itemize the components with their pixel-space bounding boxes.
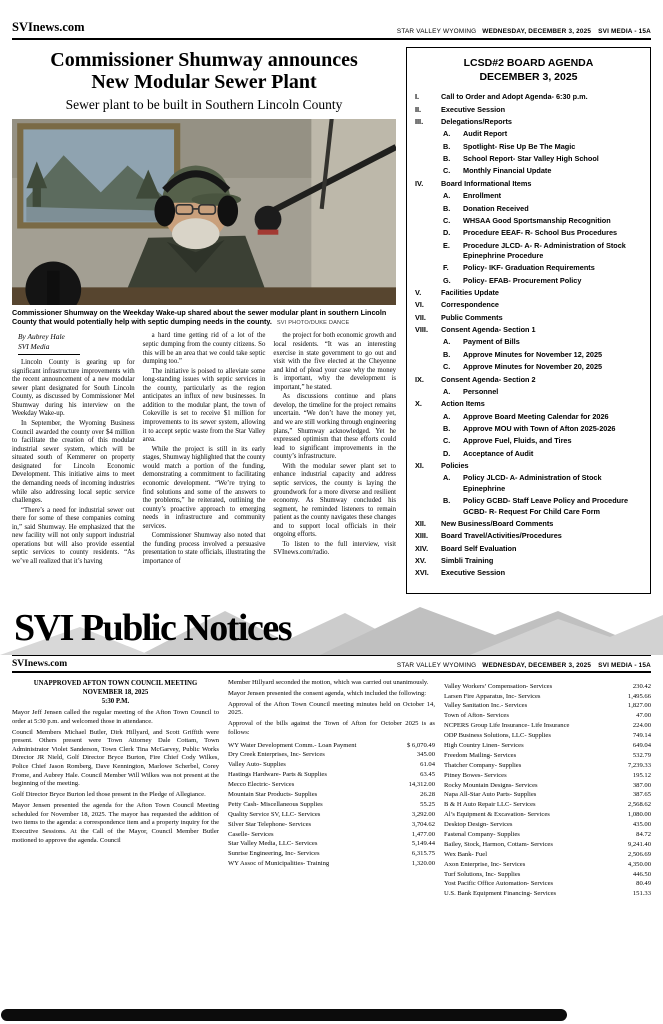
agenda-item-text: Payment of Bills <box>463 337 520 347</box>
agenda-item-label: A. <box>443 129 451 139</box>
masthead-dateline <box>397 28 651 35</box>
agenda-item <box>415 288 642 298</box>
agenda-item-label: A. <box>443 191 451 201</box>
public-notices-title: SVI Public Notices <box>14 606 291 649</box>
agenda-item-text: School Report- Star Valley High School <box>463 154 599 164</box>
bill-payee: B & H Auto Repair LLC- Services <box>444 801 536 809</box>
bill-row <box>228 790 435 800</box>
notice-paragraph: Approval of the Afton Town Council meeting minutes held on October 14, 2025. <box>228 700 435 717</box>
bill-row <box>444 879 651 889</box>
bill-amount: 387.00 <box>632 781 651 789</box>
bill-row <box>444 711 651 721</box>
article-column-3 <box>273 332 396 567</box>
bill-row <box>444 682 651 692</box>
bill-amount: 649.04 <box>632 742 651 749</box>
agenda-item-label: A. <box>443 473 451 483</box>
agenda-item <box>415 436 642 446</box>
bills-list-2 <box>444 682 651 900</box>
notices-section <box>0 673 663 900</box>
article-paragraph: a hard time getting rid of a lot of the septic dumping from the county citizens. So this will be an area that we could take septic dumping too.” <box>142 332 266 366</box>
agenda-item-label: D. <box>443 448 451 458</box>
bill-amount: $ 6,070.49 <box>406 741 435 749</box>
agenda-item-text: Executive Session <box>441 104 506 114</box>
bill-row <box>228 839 435 849</box>
agenda-item <box>415 204 642 214</box>
bill-row <box>228 820 435 830</box>
bill-payee: Wex Bank- Fuel <box>444 850 488 858</box>
agenda-item-text: Policy- IKF- Graduation Requirements <box>463 263 595 273</box>
bill-payee: Thatcher Company- Supplies <box>444 761 522 769</box>
agenda-item-label: I. <box>415 92 420 102</box>
notice-paragraph: Mayor Jeff Jensen called the regular meeting of the Afton Town Council to order at 5:30 p.m. and welcomed those in attendance. <box>12 709 219 725</box>
notice-column-3 <box>444 679 651 900</box>
bill-amount: 7,239.33 <box>627 761 651 769</box>
notice-heading-line: 5:30 P.M. <box>101 698 130 705</box>
article-paragraph: In September, the Wyoming Business Council awarded the county over $4 million to facilitate the creation of this modular industrial sewer system, which will be situated south of Kemmerer on property designated for Lincoln Economic Development. This initiative aims to meet the demanding needs of incoming industries while also addressing local septic service challenges. <box>12 420 135 505</box>
bill-row <box>444 790 651 800</box>
headline-line-1: Commissioner Shumway announces <box>50 49 358 71</box>
article-paragraph: The initiative is poised to alleviate some long-standing issues with septic services in the county, particularly as the region anticipates an influx of new businesses. In addition to the modular plant, the town of Cokeville is set to receive $1 million for improvements to its sewer system, allowing it to accept septic waste from the Star Valley area. <box>142 367 266 444</box>
notice-heading <box>12 679 219 707</box>
bill-row <box>444 761 651 771</box>
notice-paragraph: Council Members Michael Butler, Dirk Hillyard, and Scott Griffith were present. Others present were Town Attorney Dale Cottam, Town Administrator Violet Sanderson, Town Clerk Tina McGarvey, Public Works Director JR Nield, Golf Director Bryce Burton, Fire Chief Cody Wilkes, Police Chief Jason Romberg, Dave Kennington, Marlowe Scherbel, Corey Frome, and Aubrey Hale. Council Member Will Wilkes was not present at the beginning of the meeting. <box>12 728 219 788</box>
bill-amount: 3,704.62 <box>411 820 435 828</box>
agenda-item-label: A. <box>443 337 451 347</box>
agenda-item-label: X. <box>415 399 422 409</box>
bill-row <box>444 741 651 751</box>
bill-payee: Desktop Design- Services <box>444 821 513 829</box>
bill-payee: Valley Auto- Supplies <box>228 761 286 769</box>
article-headline <box>12 49 396 94</box>
bill-amount: 63.45 <box>420 771 435 779</box>
agenda-item-text: Correspondence <box>441 300 499 310</box>
article-paragraph: Lincoln County is gearing up for significant infrastructure improvements with the recent announcement of a new modular sewer plant designated for South Lincoln County, as discussed by Commissioner Mel Shumway during his interview on the Weekday Wake-up. <box>12 359 135 418</box>
agenda-item-text: Donation Received <box>463 203 529 213</box>
agenda-item <box>415 241 642 262</box>
bill-row <box>444 800 651 810</box>
agenda-item-label: C. <box>443 362 451 372</box>
masthead-date-2: WEDNESDAY, DECEMBER 3, 2025 <box>482 661 592 669</box>
bill-amount: 387.65 <box>632 791 651 799</box>
masthead-top <box>12 0 651 40</box>
agenda-item-label: B. <box>443 423 451 433</box>
masthead-edition: SVI MEDIA - 15A <box>598 28 651 35</box>
bill-payee: NCPERS Group Life Insurance- Life Insurance <box>444 722 570 730</box>
bill-amount: 1,495.66 <box>627 692 651 700</box>
article-paragraph: the project for both economic growth and local residents. “It was an interesting exercise in state government to go out and visit with the five elected at the Cheyenne and kind of plead your case why the money is important, why the development is important,” he stated. <box>273 332 397 391</box>
bill-amount: 26.28 <box>420 790 435 798</box>
agenda-item <box>415 154 642 164</box>
agenda-item-text: Monthly Financial Update <box>463 166 552 176</box>
agenda-item-text: Board Travel/Activities/Procedures <box>441 531 562 541</box>
byline <box>12 332 135 351</box>
masthead-location-2: STAR VALLEY WYOMING <box>396 661 477 669</box>
bill-row <box>228 741 435 751</box>
agenda-item <box>415 191 642 201</box>
agenda-item-text: Personnel <box>463 386 499 396</box>
bill-row <box>228 780 435 790</box>
bill-payee: Quality Service SV, LLC- Services <box>228 810 321 818</box>
agenda-item <box>415 350 642 360</box>
bill-payee: Caselle- Services <box>228 830 274 838</box>
article-body <box>12 332 396 567</box>
bill-row <box>228 760 435 770</box>
bill-row <box>444 810 651 820</box>
photo-caption <box>12 308 396 328</box>
bill-amount: 749.14 <box>632 732 651 740</box>
agenda-item <box>415 387 642 397</box>
photo-caption-text: Commissioner Shumway on the Weekday Wake-up shared about the sewer modular plant in southern Lincoln County that would potentially help with septic dumping needs in the county. <box>12 307 387 327</box>
bill-payee: Al’s Equipment & Excavation- Services <box>444 811 550 819</box>
agenda-item <box>415 519 642 529</box>
agenda-item-text: Facilities Update <box>441 288 499 298</box>
article <box>12 47 396 568</box>
notice-heading-line: UNAPPROVED AFTON TOWN COUNCIL MEETING <box>33 679 198 687</box>
agenda-item <box>415 117 642 127</box>
masthead-dateline-2 <box>397 662 651 669</box>
agenda-item <box>415 496 642 517</box>
agenda-item-label: B. <box>443 349 451 359</box>
bill-amount: 3,292.00 <box>411 810 435 818</box>
agenda-item-label: B. <box>443 154 451 164</box>
agenda-item-label: II. <box>415 104 422 114</box>
bill-amount: 532.79 <box>632 751 651 759</box>
agenda-item-text: Approve Minutes for November 12, 2025 <box>463 349 603 359</box>
horizontal-scrollbar-thumb[interactable] <box>1 1009 567 1021</box>
notice-column-1-text <box>12 709 219 845</box>
bill-payee: Turf Solutions, Inc- Supplies <box>444 870 521 878</box>
agenda-item-text: Call to Order and Adopt Agenda- 6:30 p.m. <box>441 92 588 102</box>
article-paragraph: “There’s a need for industrial sewer out there for some of these companies coming in,” said Shumway. He emphasized that the new facility will not only support industrial operations but will also provide essential septic services to county residents. “As we’ve all realized that it’s having <box>12 506 135 565</box>
agenda-item-label: F. <box>443 263 449 273</box>
radio-studio-photo-illustration <box>12 119 396 305</box>
agenda-item-text: Simbli Training <box>441 555 494 565</box>
bill-amount: 80.49 <box>636 880 651 888</box>
agenda-item-label: VII. <box>415 312 426 322</box>
agenda-item-label: B. <box>443 496 451 506</box>
bill-payee: Fastenal Company- Supplies <box>444 831 520 839</box>
bill-row <box>444 781 651 791</box>
board-agenda-box <box>406 47 651 594</box>
agenda-item-text: Policy- EFAB- Procurement Policy <box>463 275 582 285</box>
agenda-item-label: IX. <box>415 374 424 384</box>
bill-row <box>228 800 435 810</box>
bill-amount: 47.00 <box>636 712 651 720</box>
bill-row <box>444 721 651 731</box>
agenda-item <box>415 473 642 494</box>
agenda-item-text: Procedure JLCD- A- R- Administration of Stock Epinephrine Procedure <box>463 240 626 260</box>
agenda-item <box>415 325 642 335</box>
notice-column-1 <box>12 679 219 900</box>
bill-amount: 1,080.00 <box>627 811 651 819</box>
bill-row <box>444 771 651 781</box>
bill-payee: Mountain Star Products- Supplies <box>228 790 318 798</box>
article-column-1-text <box>12 359 135 567</box>
agenda-item-label: V. <box>415 288 422 298</box>
agenda-item <box>415 216 642 226</box>
agenda-item <box>415 568 642 578</box>
bill-payee: Star Valley Media, LLC- Services <box>228 840 318 848</box>
bill-row <box>444 850 651 860</box>
agenda-item-label: XV. <box>415 555 427 565</box>
agenda-item-label: XII. <box>415 518 426 528</box>
bill-row <box>444 840 651 850</box>
agenda-title-line-1: LCSD#2 BOARD AGENDA <box>463 57 594 69</box>
bill-amount: 224.00 <box>632 722 651 730</box>
article-photo <box>12 119 396 305</box>
main-content <box>0 40 663 594</box>
bill-row <box>228 770 435 780</box>
bill-payee: Hastings Hardware- Parts & Supplies <box>228 771 327 779</box>
bill-row <box>444 870 651 880</box>
bill-amount: 2,568.62 <box>627 801 651 809</box>
article-paragraph: As discussions continue and plans develop, the timeline for the project remains uncertain. “We don’t have the money yet, and we are still working through engineering plans,” Shumway acknowledged. Yet he expressed optimism that these efforts could lead to significant improvements in the county’s infrastructure. <box>273 393 397 461</box>
agenda-item-label: B. <box>443 141 451 151</box>
public-notices-banner <box>0 601 663 655</box>
bill-row <box>228 849 435 859</box>
bill-amount: 55.25 <box>420 800 435 808</box>
agenda-item <box>415 179 642 189</box>
bill-amount: 84.72 <box>636 831 651 839</box>
bill-payee: Pitney Bowes- Services <box>444 771 507 779</box>
agenda-item <box>415 300 642 310</box>
bill-amount: 1,827.00 <box>627 702 651 710</box>
agenda-item <box>415 337 642 347</box>
bill-payee: Rocky Mountain Designs- Services <box>444 781 538 789</box>
agenda-item <box>415 129 642 139</box>
bill-payee: Dry Creek Enterprises, Inc- Services <box>228 751 325 759</box>
agenda-item-text: Acceptance of Audit <box>463 448 534 458</box>
agenda-item-text: Audit Report <box>463 129 508 139</box>
bill-row <box>444 701 651 711</box>
bill-payee: Silver Star Telephone- Services <box>228 820 312 828</box>
bill-payee: Axon Enterprise, Inc- Services <box>444 860 526 868</box>
bill-row <box>228 750 435 760</box>
bill-amount: 4,350.00 <box>627 860 651 868</box>
bill-payee: Mecco Electric- Services <box>228 781 295 789</box>
agenda-item-label: A. <box>443 386 451 396</box>
photo-credit: SVI PHOTO/DUKE DANCE <box>276 320 350 327</box>
bill-amount: 61.04 <box>420 761 435 769</box>
bill-row <box>444 860 651 870</box>
bill-payee: Town of Afton- Services <box>444 712 509 720</box>
agenda-item-label: G. <box>443 275 451 285</box>
bill-row <box>228 810 435 820</box>
agenda-item-label: VI. <box>415 300 424 310</box>
agenda-list <box>415 92 642 578</box>
agenda-item <box>415 556 642 566</box>
agenda-item-label: B. <box>443 203 451 213</box>
article-subhead: Sewer plant to be built in Southern Lincoln County <box>65 96 343 112</box>
agenda-item-label: XIV. <box>415 543 429 553</box>
bill-row <box>444 830 651 840</box>
agenda-item <box>415 531 642 541</box>
agenda-item <box>415 263 642 273</box>
agenda-item-text: Procedure EEAF- R- School Bus Procedures <box>463 228 618 238</box>
agenda-item-text: Approve Fuel, Fluids, and Tires <box>463 436 572 446</box>
bill-row <box>444 731 651 741</box>
agenda-item-text: Action Items <box>441 399 485 409</box>
agenda-item <box>415 105 642 115</box>
site-name: SVInews.com <box>12 20 85 34</box>
agenda-item-label: VIII. <box>415 325 428 335</box>
masthead-date: WEDNESDAY, DECEMBER 3, 2025 <box>482 28 592 35</box>
agenda-item-text: WHSAA Good Sportsmanship Recognition <box>463 215 611 225</box>
agenda-item-text: Policies <box>441 461 469 471</box>
bill-amount: 6,315.75 <box>411 850 435 858</box>
agenda-item-text: Approve Board Meeting Calendar for 2026 <box>463 411 609 421</box>
byline-rule <box>18 354 80 355</box>
agenda-item-label: A. <box>443 411 451 421</box>
bill-amount: 2,506.69 <box>627 850 651 858</box>
agenda-item-text: Consent Agenda- Section 1 <box>441 325 536 335</box>
bill-payee: Sunrise Engineering, Inc- Services <box>228 850 320 858</box>
masthead-edition-2: SVI MEDIA - 15A <box>598 661 651 669</box>
agenda-item <box>415 544 642 554</box>
notice-column-2-text <box>228 679 435 738</box>
agenda-item-text: New Business/Board Comments <box>441 518 554 528</box>
agenda-item-label: XVI. <box>415 568 429 578</box>
agenda-item-label: XIII. <box>415 531 428 541</box>
bill-amount: 195.12 <box>632 771 651 779</box>
notice-column-2 <box>228 679 435 900</box>
agenda-item-text: Board Self Evaluation <box>441 543 517 553</box>
agenda-item-label: C. <box>443 436 451 446</box>
bill-row <box>444 820 651 830</box>
bill-row <box>444 751 651 761</box>
agenda-title <box>415 57 642 84</box>
bill-payee: Bailey, Stock, Harmon, Cottam- Services <box>444 840 553 848</box>
agenda-item-label: C. <box>443 166 451 176</box>
agenda-item <box>415 375 642 385</box>
article-paragraph: To listen to the full interview, visit SVInews.com/radio. <box>273 540 397 557</box>
agenda-item-text: Policy GCBD- Staff Leave Policy and Procedure GCBD- R- Request For Child Care Form <box>463 496 629 516</box>
byline-org: SVI Media <box>18 341 50 351</box>
agenda-item-text: Approve MOU with Town of Afton 2025-2026 <box>463 423 616 433</box>
article-paragraph: Commissioner Shumway also noted that the funding process involved a persuasive presentation to state officials, illustrating the importance of <box>142 532 266 566</box>
agenda-item <box>415 313 642 323</box>
agenda-item-label: E. <box>443 240 450 250</box>
notice-paragraph: Mayor Jensen presented the consent agenda, which included the following: <box>228 689 427 697</box>
bill-amount: 9,241.40 <box>627 840 651 848</box>
agenda-item <box>415 461 642 471</box>
bills-list-1 <box>228 741 435 870</box>
bill-row <box>444 692 651 702</box>
bill-amount: 446.50 <box>632 870 651 878</box>
masthead-location: STAR VALLEY WYOMING <box>396 28 477 35</box>
article-paragraph: With the modular sewer plant set to enhance industrial capacity and address septic services, the county is laying the groundwork for a more diverse and resilient economy. As Shumway concluded his segment, he reminded listeners to remain patient as the county navigates these changes and to support local officials in their ongoing efforts. <box>273 462 397 539</box>
agenda-column <box>406 47 651 594</box>
bill-amount: 345.00 <box>416 751 435 759</box>
headline-line-2: New Modular Sewer Plant <box>91 71 317 94</box>
agenda-item-text: Approve Minutes for November 20, 2025 <box>463 362 603 372</box>
agenda-item <box>415 399 642 409</box>
bill-payee: High Country Linen- Services <box>444 742 524 749</box>
bill-payee: Yost Pacific Office Automation- Services <box>444 880 554 888</box>
agenda-item <box>415 412 642 422</box>
bill-payee: Petty Cash- Miscellaneous Supplies <box>228 800 323 808</box>
bill-payee: ODP Business Solutions, LLC- Supplies <box>444 732 551 740</box>
bill-payee: WY Assoc of Municipalities- Training <box>228 860 330 868</box>
bill-amount: 151.33 <box>632 890 651 898</box>
notice-paragraph: Approval of the bills against the Town of Afton for October 2025 is as follows: <box>228 720 435 736</box>
agenda-item <box>415 449 642 459</box>
agenda-item-label: III. <box>415 117 424 126</box>
bill-amount: 1,320.00 <box>411 860 435 868</box>
bill-row <box>228 859 435 869</box>
agenda-item-text: Enrollment <box>463 191 502 201</box>
notice-paragraph: Mayor Jensen presented the agenda for the Afton Town Council Meeting scheduled for November 18, 2025. The mayor has requested the addition of two items to the agenda: a correspondence item and a property inquiry for the Executive Sessions. At the Call of the Mayor, Council Member Butler motioned to approve the agenda. Council <box>12 802 219 844</box>
bill-row <box>444 889 651 899</box>
bill-payee: Valley Workers’ Compensation- Services <box>444 682 553 690</box>
agenda-item <box>415 92 642 102</box>
agenda-item <box>415 142 642 152</box>
bill-payee: Napa All-Star Auto Parts- Supplies <box>444 791 537 799</box>
agenda-item-text: Board Informational Items <box>441 178 532 188</box>
agenda-item <box>415 424 642 434</box>
bill-amount: 230.42 <box>632 682 651 690</box>
agenda-item <box>415 166 642 176</box>
agenda-item-text: Public Comments <box>441 312 503 322</box>
agenda-item-label: XI. <box>415 461 424 471</box>
article-column-1 <box>12 332 135 567</box>
notice-paragraph: Member Hillyard seconded the motion, which was carried out unanimously. <box>228 678 429 686</box>
byline-author: By Aubrey Hale <box>18 332 65 342</box>
agenda-item-text: Policy JLCD- A- Administration of Stock Epinephrine <box>463 473 602 493</box>
agenda-title-line-2: DECEMBER 3, 2025 <box>479 70 578 83</box>
agenda-item-text: Delegations/Reports <box>441 117 512 126</box>
bill-amount: 5,149.44 <box>411 840 435 848</box>
agenda-item <box>415 276 642 286</box>
bill-payee: WY Water Development Comm.- Loan Payment <box>228 741 357 749</box>
bill-amount: 1,477.00 <box>411 830 435 838</box>
masthead-notices <box>12 655 651 673</box>
article-paragraph: While the project is still in its early stages, Shumway highlighted that the county would match a portion of the funding, demonstrating a commitment to facilitating economic development. “We’re trying to find solutions and some of the answers to the problems,” he reiterated, outlining the county’s proactive approach to emerging needs in infrastructure and community services. <box>142 445 266 530</box>
agenda-item-text: Consent Agenda- Section 2 <box>441 374 536 384</box>
bill-row <box>228 830 435 840</box>
agenda-item <box>415 362 642 372</box>
bill-payee: Larsen Fire Apparatus, Inc- Services <box>444 692 541 700</box>
article-column-2 <box>143 332 266 567</box>
agenda-item-label: IV. <box>415 178 424 188</box>
agenda-item-text: Executive Session <box>441 568 506 578</box>
site-name-2: SVInews.com <box>12 658 68 669</box>
agenda-item <box>415 228 642 238</box>
notice-paragraph: Golf Director Bryce Burton led those present in the Pledge of Allegiance. <box>12 791 206 799</box>
agenda-item-label: C. <box>443 215 451 225</box>
agenda-item-label: D. <box>443 228 451 238</box>
bill-payee: Freedom Mailing- Services <box>444 751 517 759</box>
agenda-item-text: Spotlight- Rise Up Be The Magic <box>463 141 576 151</box>
bill-payee: U.S. Bank Equipment Financing- Services <box>444 890 557 898</box>
bill-payee: Valley Sanitation Inc.- Services <box>444 702 528 710</box>
bill-amount: 14,312.00 <box>408 781 435 789</box>
notice-heading-line: NOVEMBER 18, 2025 <box>82 688 149 696</box>
bill-amount: 435.00 <box>632 821 651 829</box>
